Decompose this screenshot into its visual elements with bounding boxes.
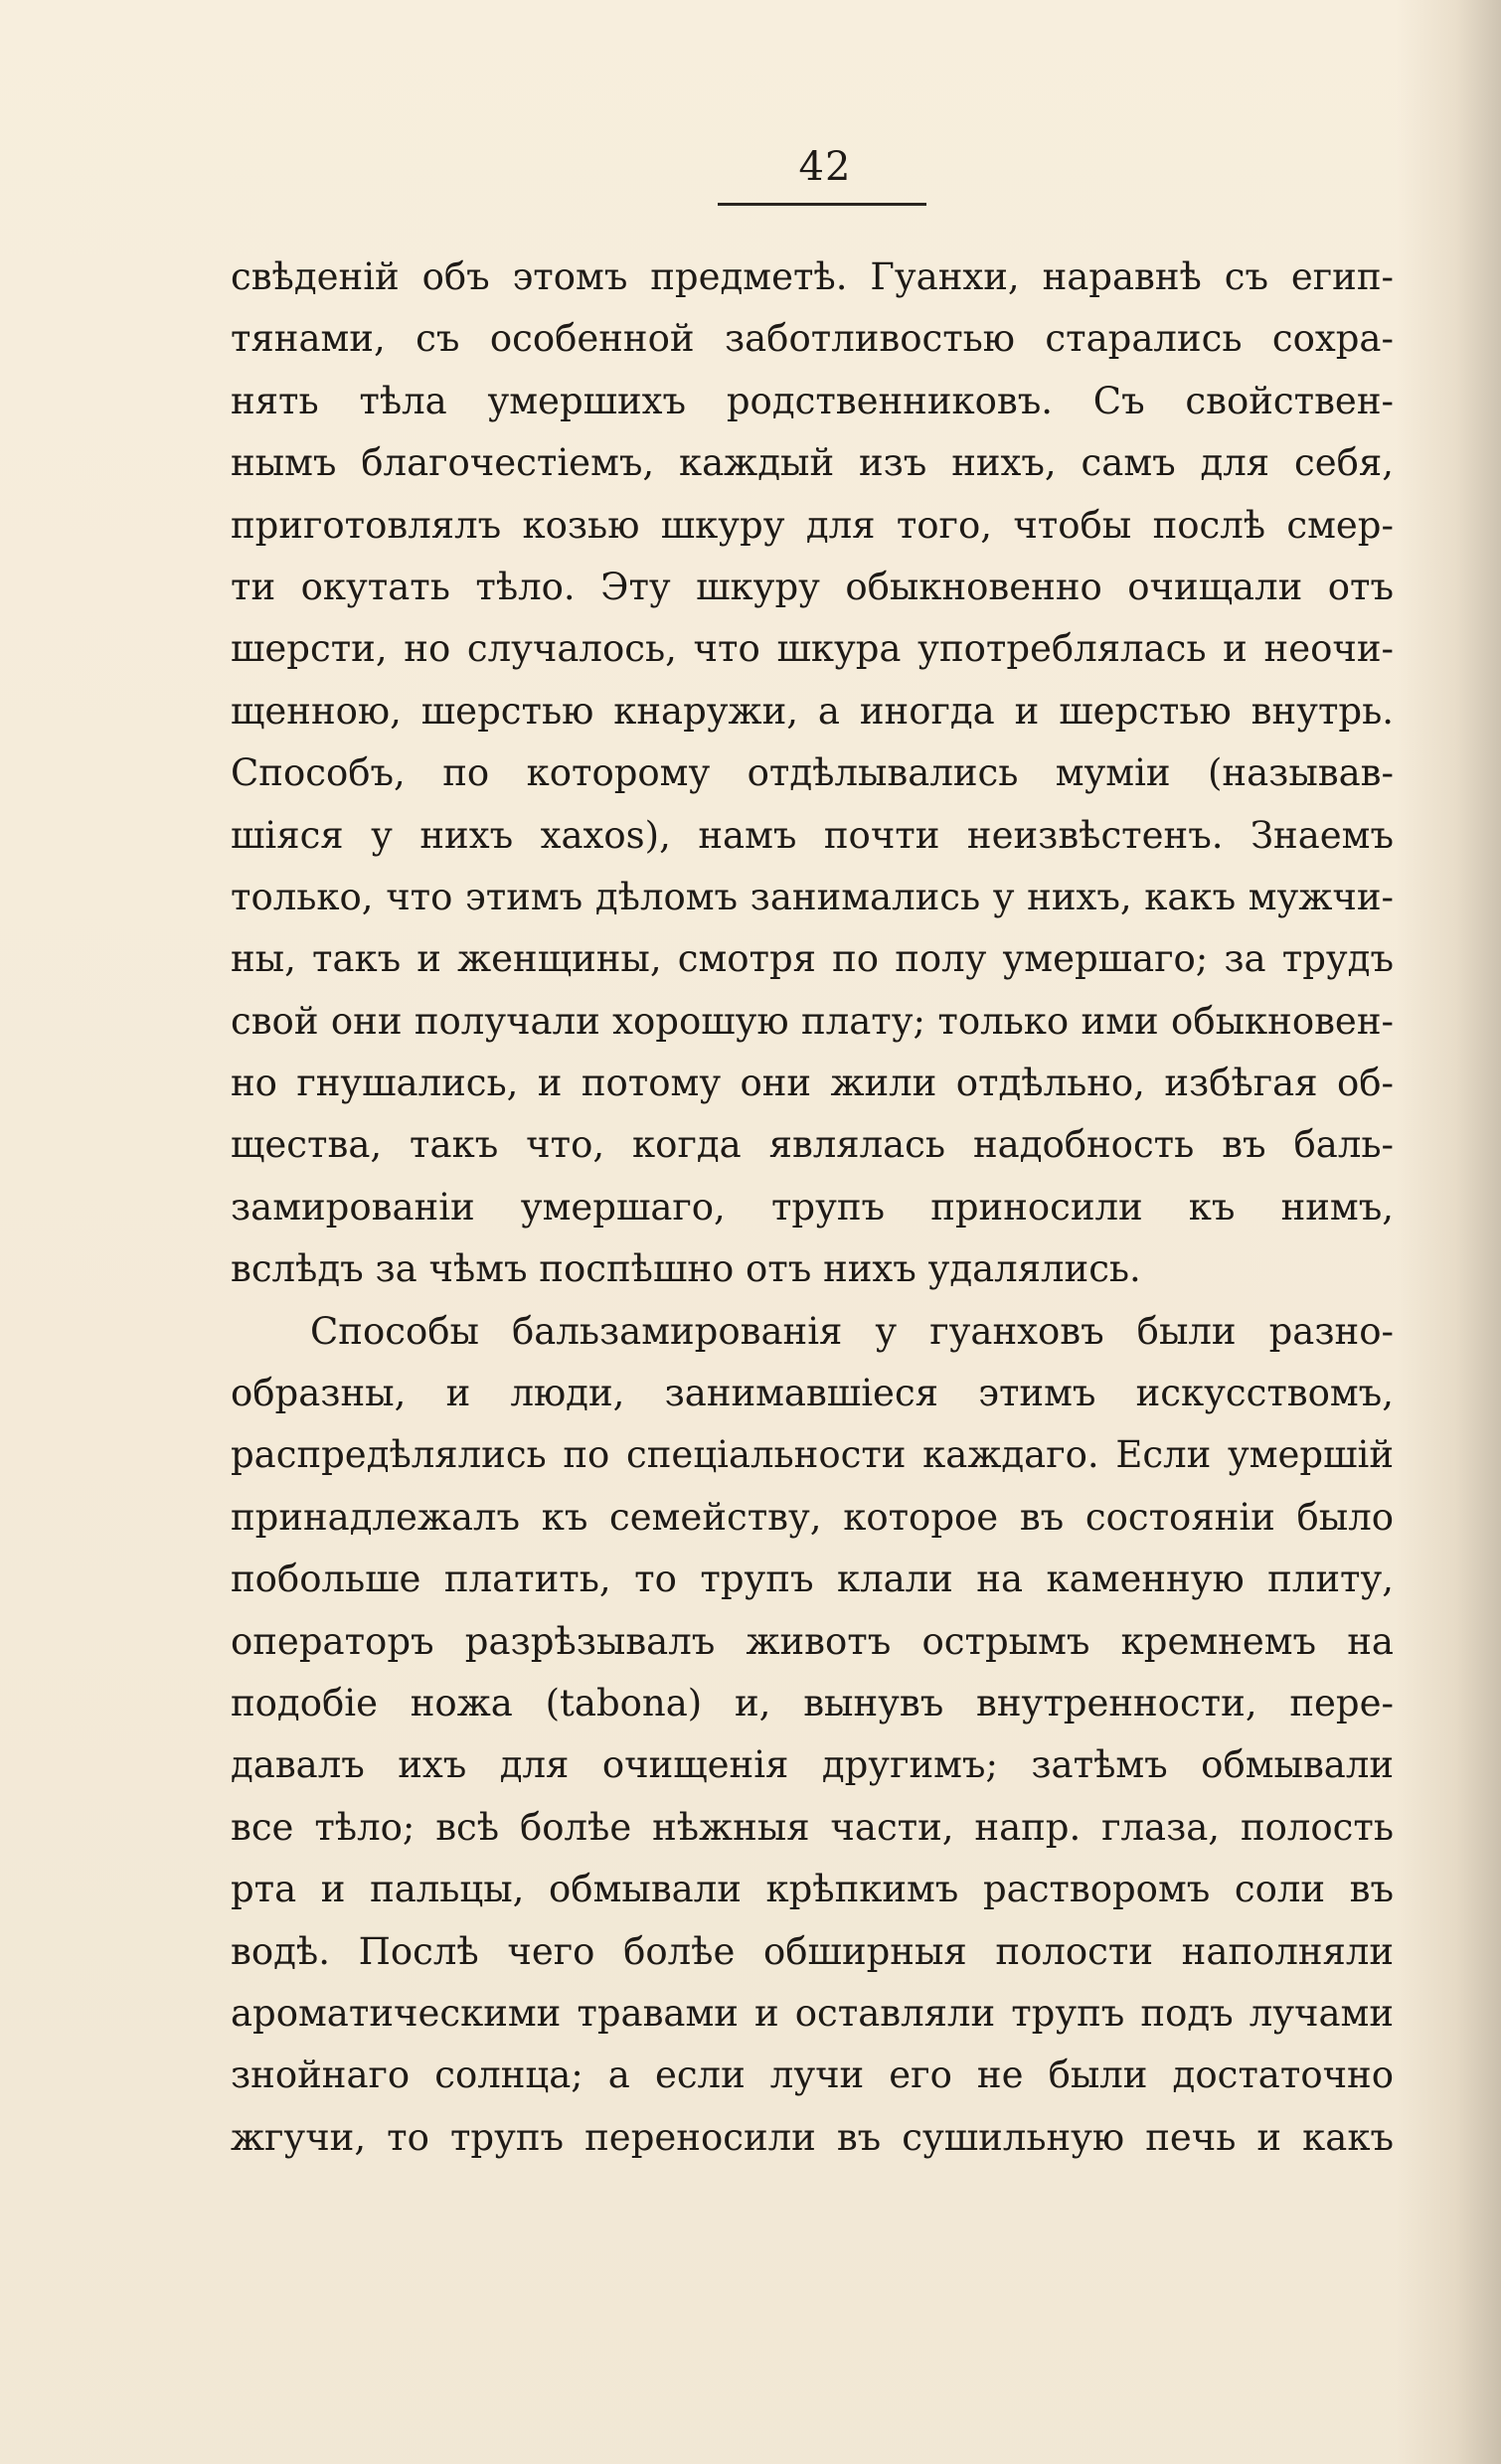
text-line: свѣденій объ этомъ предметѣ. Гуанхи, наравнѣ съ егип- [231,255,1394,298]
text-line: нять тѣла умершихъ родственниковъ. Съ свойствен- [231,379,1394,422]
text-line: побольше платить, то трупъ клали на каменную плиту, [231,1558,1394,1601]
text-line: нымъ благочестіемъ, каждый изъ нихъ, самъ для себя, [231,441,1394,485]
body-text [231,246,1394,2169]
text-line: но гнушались, и потому они жили отдѣльно, избѣгая об- [231,1062,1394,1105]
text-line: Способъ, по которому отдѣлывались муміи (называв- [231,751,1394,795]
header-rule [718,203,926,206]
text-line: тянами, съ особенной заботливостью старались сохра- [231,317,1394,361]
text-line: рта и пальцы, обмывали крѣпкимъ растворомъ соли въ [231,1868,1394,1911]
text-line: ти окутать тѣло. Эту шкуру обыкновенно очищали отъ [231,565,1394,608]
text-line: все тѣло; всѣ болѣе нѣжныя части, напр. глаза, полость [231,1805,1394,1849]
text-line: ны, такъ и женщины, смотря по полу умершаго; за трудъ [231,937,1394,981]
text-line: знойнаго солнца; а если лучи его не были достаточно [231,2053,1394,2097]
text-line: только, что этимъ дѣломъ занимались у нихъ, какъ мужчи- [231,875,1394,918]
page-number: 42 [798,144,852,190]
text-line: жгучи, то трупъ переносили въ сушильную печь и какъ [231,2115,1394,2159]
text-line-paragraph-end: вслѣдъ за чѣмъ поспѣшно отъ нихъ удалялись. [231,1247,1141,1291]
text-line: ароматическими травами и оставляли трупъ подъ лучами [231,1991,1394,2035]
text-line: подобіе ножа (tabona) и, вынувъ внутренности, пере- [231,1681,1394,1725]
text-line: водѣ. Послѣ чего болѣе обширныя полости наполняли [231,1929,1394,1973]
text-line: щенною, шерстью кнаружи, а иногда и шерстью внутрь. [231,689,1394,733]
text-line: шерсти, но случалось, что шкура употреблялась и неочи- [231,627,1394,671]
text-line: приготовлялъ козью шкуру для того, чтобы послѣ смер- [231,503,1394,547]
text-line: распредѣлялись по спеціальности каждаго. Если умершій [231,1433,1394,1477]
text-line: давалъ ихъ для очищенія другимъ; затѣмъ обмывали [231,1743,1394,1787]
text-line: образны, и люди, занимавшіеся этимъ искусствомъ, [231,1372,1394,1415]
text-line: свой они получали хорошую плату; только ими обыкновен- [231,999,1394,1043]
text-line-paragraph-start: Способы бальзамированія у гуанховъ были разно- [310,1309,1394,1353]
text-line: операторъ разрѣзывалъ животъ острымъ кремнемъ на [231,1619,1394,1663]
text-line: принадлежалъ къ семейству, которое въ состояніи было [231,1495,1394,1539]
text-line: щества, такъ что, когда являлась надобность въ баль- [231,1123,1394,1167]
text-line: шіяся у нихъ xaxos), намъ почти неизвѣстенъ. Знаемъ [231,813,1394,857]
text-line: замированіи умершаго, трупъ приносили къ нимъ, [231,1185,1394,1229]
